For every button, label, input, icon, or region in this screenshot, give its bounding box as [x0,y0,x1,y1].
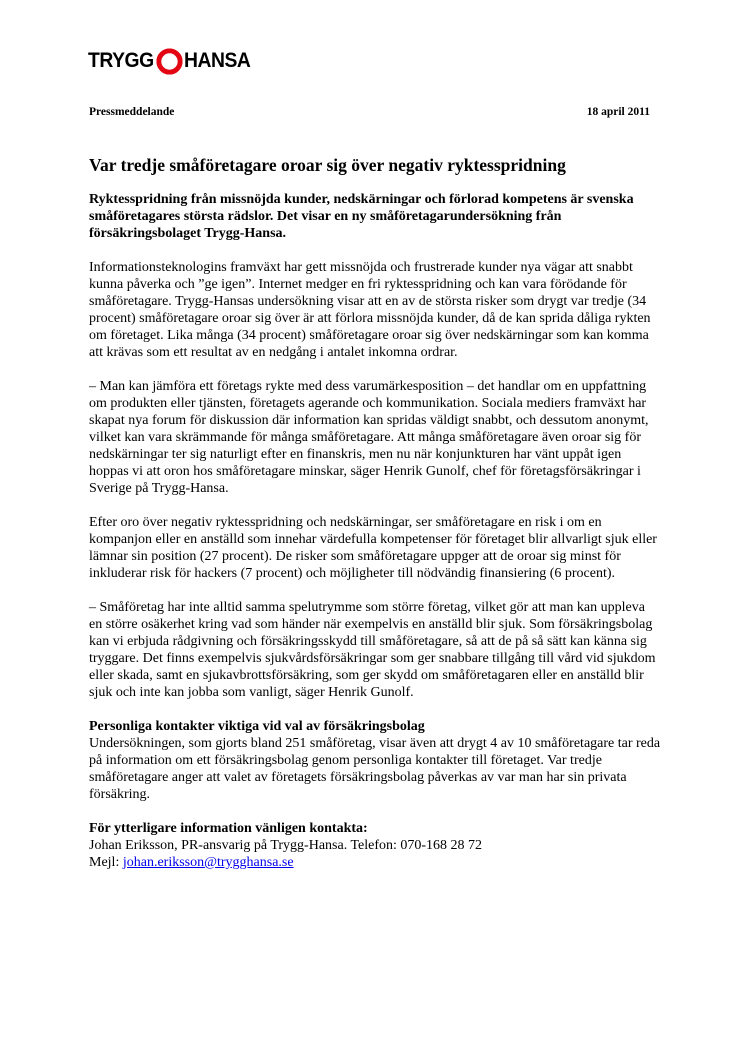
logo-left-text: TRYGG [88,49,154,72]
body-paragraph-2: – Man kan jämföra ett företags rykte med dess varumärkesposition – det handlar om en uppfattning om produkten eller tjänsten, företagets agerande och kommunikation. Sociala mediers framväxt har skapat nya forum för diskussion där information kan spridas väldigt snabbt, och dessutom anonymt, vilket kan vara skrämmande för många småföretagare. Att många småföretagare även oroar sig för nedskärningar ter sig naturligt efter en finanskris, men nu när konjunkturen har vänt uppåt igen hoppas vi att oron hos småföretagare minskar, säger Henrik Gunolf, chef för företagsförsäkringar i Sverige på Trygg-Hansa. [89,379,649,496]
body-paragraph-1: Informationsteknologins framväxt har gett missnöjda och frustrerade kunder nya vägar att snabbt kunna påverka och ”ge igen”. Internet medger en fri ryktesspridning och kan vara förödande för småföretagare. Trygg-Hansas undersökning visar att en av de största risker som drygt var tredje (34 procent) småföretagare oroar sig över är att förlora missnöjda kunder, då de kan sprida dåliga rykten om företaget. Lika många (34 procent) småföretagare oroar sig över nedskärningar som kan komma att krävas som ett resultat av en nedgång i antalet inkomna ordrar. [89,260,651,360]
contact-line: Johan Eriksson, PR-ansvarig på Trygg-Hansa. Telefon: 070-168 28 72 [89,838,483,853]
release-date: 18 april 2011 [586,106,650,118]
article-body [89,191,661,888]
body-paragraph-4: – Småföretag har inte alltid samma spelutrymme som större företag, vilket gör att man kan uppleva en större osäkerhet kring vad som händer när exempelvis en anställd blir sjuk. Som försäkringsbolag kan vi erbjuda rådgivning och försäkringsskydd till småföretagare, så att de på så sätt kan känna sig tryggare. Det finns exempelvis sjukvårdsförsäkringar som ger snabbare tillgång till vård vid sjukdom eller skada, samt en sjukavbrottsförsäkring, som ger skydd om småföretagaren eller en anställd blir sjuk och inte kan jobba som vanligt, säger Henrik Gunolf. [89,600,656,700]
body-paragraph-3: Efter oro över negativ ryktesspridning och nedskärningar, ser småföretagare en risk i om en kompanjon eller en anställd som innehar värdefulla kompetenser för företaget blir allvarligt sjuk eller lämnar sin position (27 procent). De risker som småföretagare uppger att de oroar sig minst för inkluderar risk för hackers (7 procent) och möjligheter till nödvändig finansiering (6 procent). [89,515,657,581]
email-link[interactable]: johan.eriksson@trygghansa.se [122,855,294,870]
logo-right-text: HANSA [184,49,251,72]
section-heading: Personliga kontakter viktiga vid val av försäkringsbolag [89,719,425,734]
lead-paragraph: Ryktesspridning från missnöjda kunder, nedskärningar och förlorad kompetens är svenska småföretagares största rädslor. Det visar en ny småföretagarundersökning från försäkringsbolaget Trygg-Hansa. [89,192,634,241]
email-label: Mejl: [89,855,123,870]
contact-heading: För ytterligare information vänligen kontakta: [89,821,368,836]
survey-section [89,718,661,803]
press-release-label: Pressmeddelande [89,106,175,118]
section-text: Undersökningen, som gjorts bland 251 småföretag, visar även att drygt 4 av 10 småföretagare tar reda på information om ett försäkringsbolag genom personliga kontakter till företaget. Var tredje småföretagare anger att valet av företagets försäkringsbolag påverkas av var man har sin privata försäkring. [89,736,661,802]
contact-block [89,820,661,871]
trygg-hansa-logo [88,46,257,76]
headline: Var tredje småföretagare oroar sig över negativ ryktesspridning [89,155,566,175]
lifebuoy-icon [156,48,183,75]
